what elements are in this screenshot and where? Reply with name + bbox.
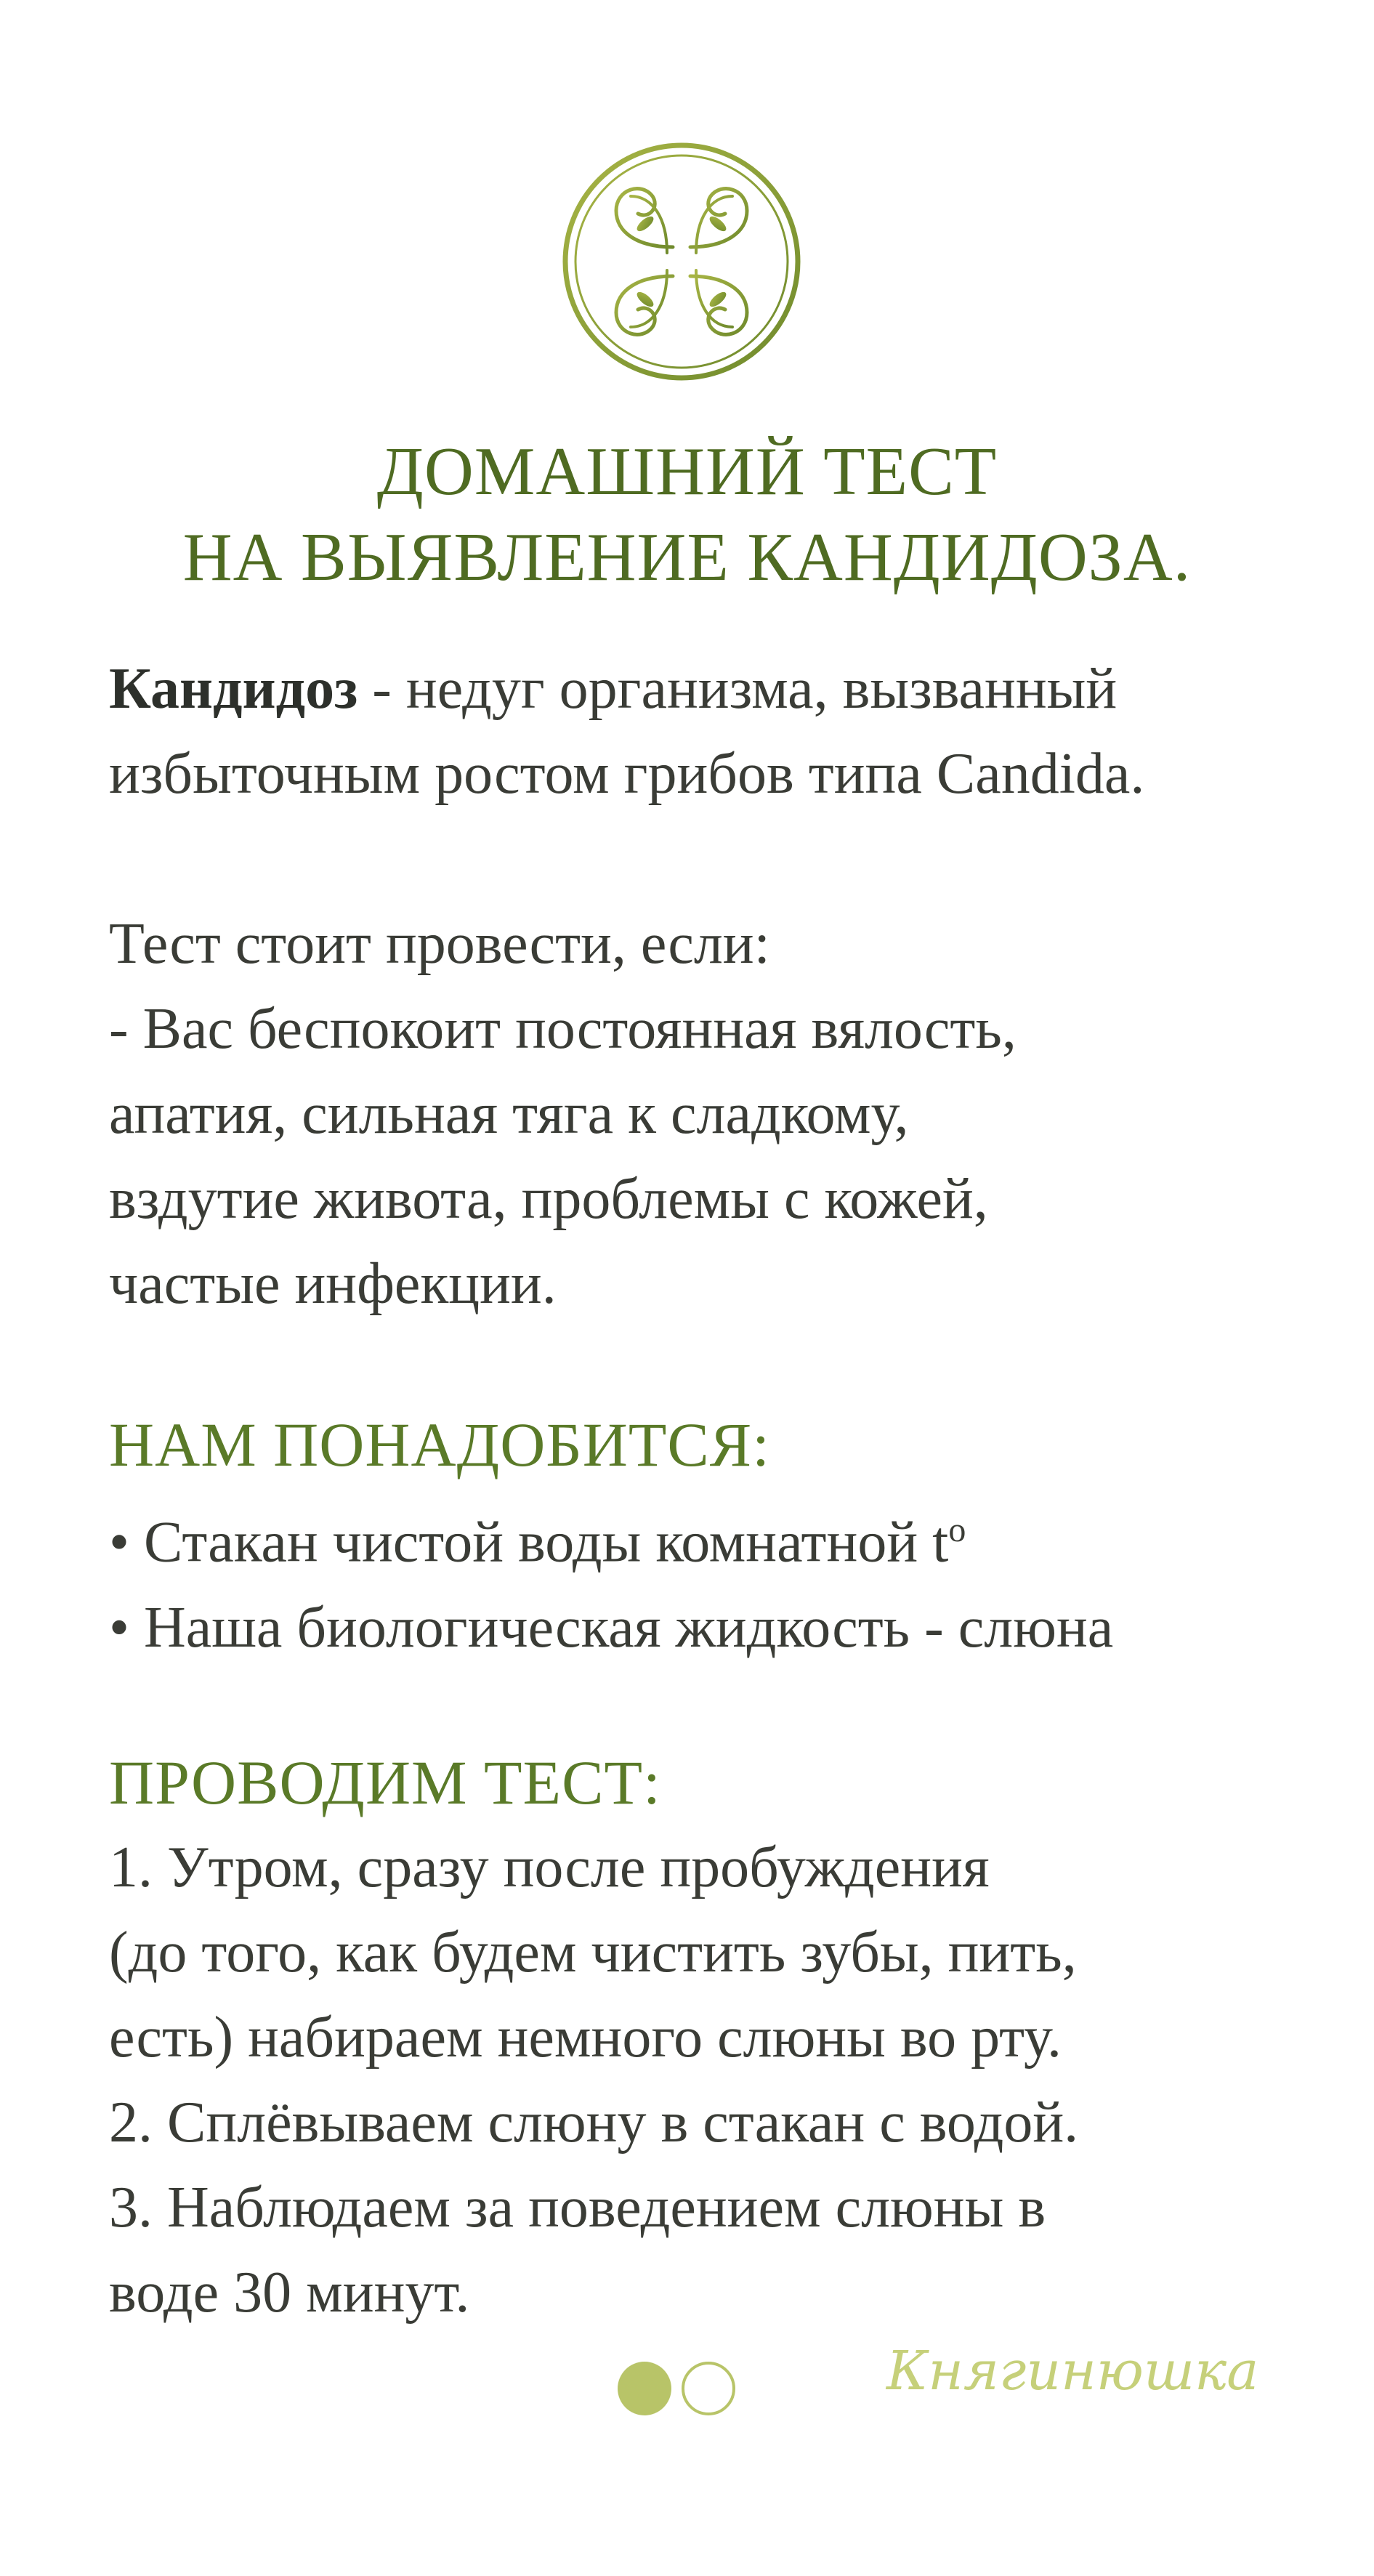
slide-dot-next[interactable] [682, 2362, 735, 2415]
definition-line-2: избыточным ростом грибов типа Candida. [109, 742, 1145, 806]
symptoms-line-2: апатия, сильная тяга к сладкому, [109, 1082, 909, 1146]
title-line-1: ДОМАШНИЙ ТЕСТ [376, 434, 998, 509]
step-line-5: 3. Наблюдаем за поведением слюны в [109, 2176, 1046, 2240]
symptoms-line-3: вздутие живота, проблемы с кожей, [109, 1167, 988, 1231]
step-line-2: (до того, как будем чистить зубы, пить, [109, 1921, 1077, 1985]
title-line-2: НА ВЫЯВЛЕНИЕ КАНДИДОЗА. [182, 520, 1192, 595]
step-line-4: 2. Сплёвываем слюну в стакан с водой. [109, 2091, 1079, 2155]
page-title [0, 429, 1374, 600]
needs-item-water [109, 1487, 1315, 1586]
symptoms-line-1: - Вас беспокоит постоянная вялость, [109, 997, 1017, 1061]
steps-heading: ПРОВОДИМ ТЕСТ: [109, 1748, 661, 1817]
needs-item-saliva: • Наша биологическая жидкость - слюна [109, 1595, 1114, 1660]
condition-lead: Тест стоит провести, если: [109, 912, 770, 976]
degree-sign: о [948, 1511, 966, 1549]
definition-line-1 [109, 647, 1315, 732]
slide-indicator [618, 2362, 741, 2420]
step-line-6: воде 30 минут. [109, 2261, 470, 2325]
step-line-3: есть) набираем немного слюны во рту. [109, 2006, 1062, 2070]
needs-heading: НАМ ПОНАДОБИТСЯ: [109, 1410, 771, 1479]
slide-dot-active[interactable] [618, 2362, 671, 2415]
brand-signature: Княгинюшка [886, 2340, 1259, 2402]
needs-item-water-text: • Стакан чистой воды комнатной t [109, 1510, 949, 1575]
step-line-1: 1. Утром, сразу после пробуждения [109, 1836, 990, 1899]
clover-ornament-logo [558, 138, 805, 385]
steps-section [109, 1740, 1315, 2335]
needs-section [109, 1402, 1315, 1671]
term-candidiasis: Кандидоз [109, 657, 358, 721]
definition-text: - недуг организма, вызванный [357, 657, 1118, 721]
symptoms-line-4: частые инфекции. [109, 1252, 557, 1316]
intro-section [109, 647, 1315, 1327]
